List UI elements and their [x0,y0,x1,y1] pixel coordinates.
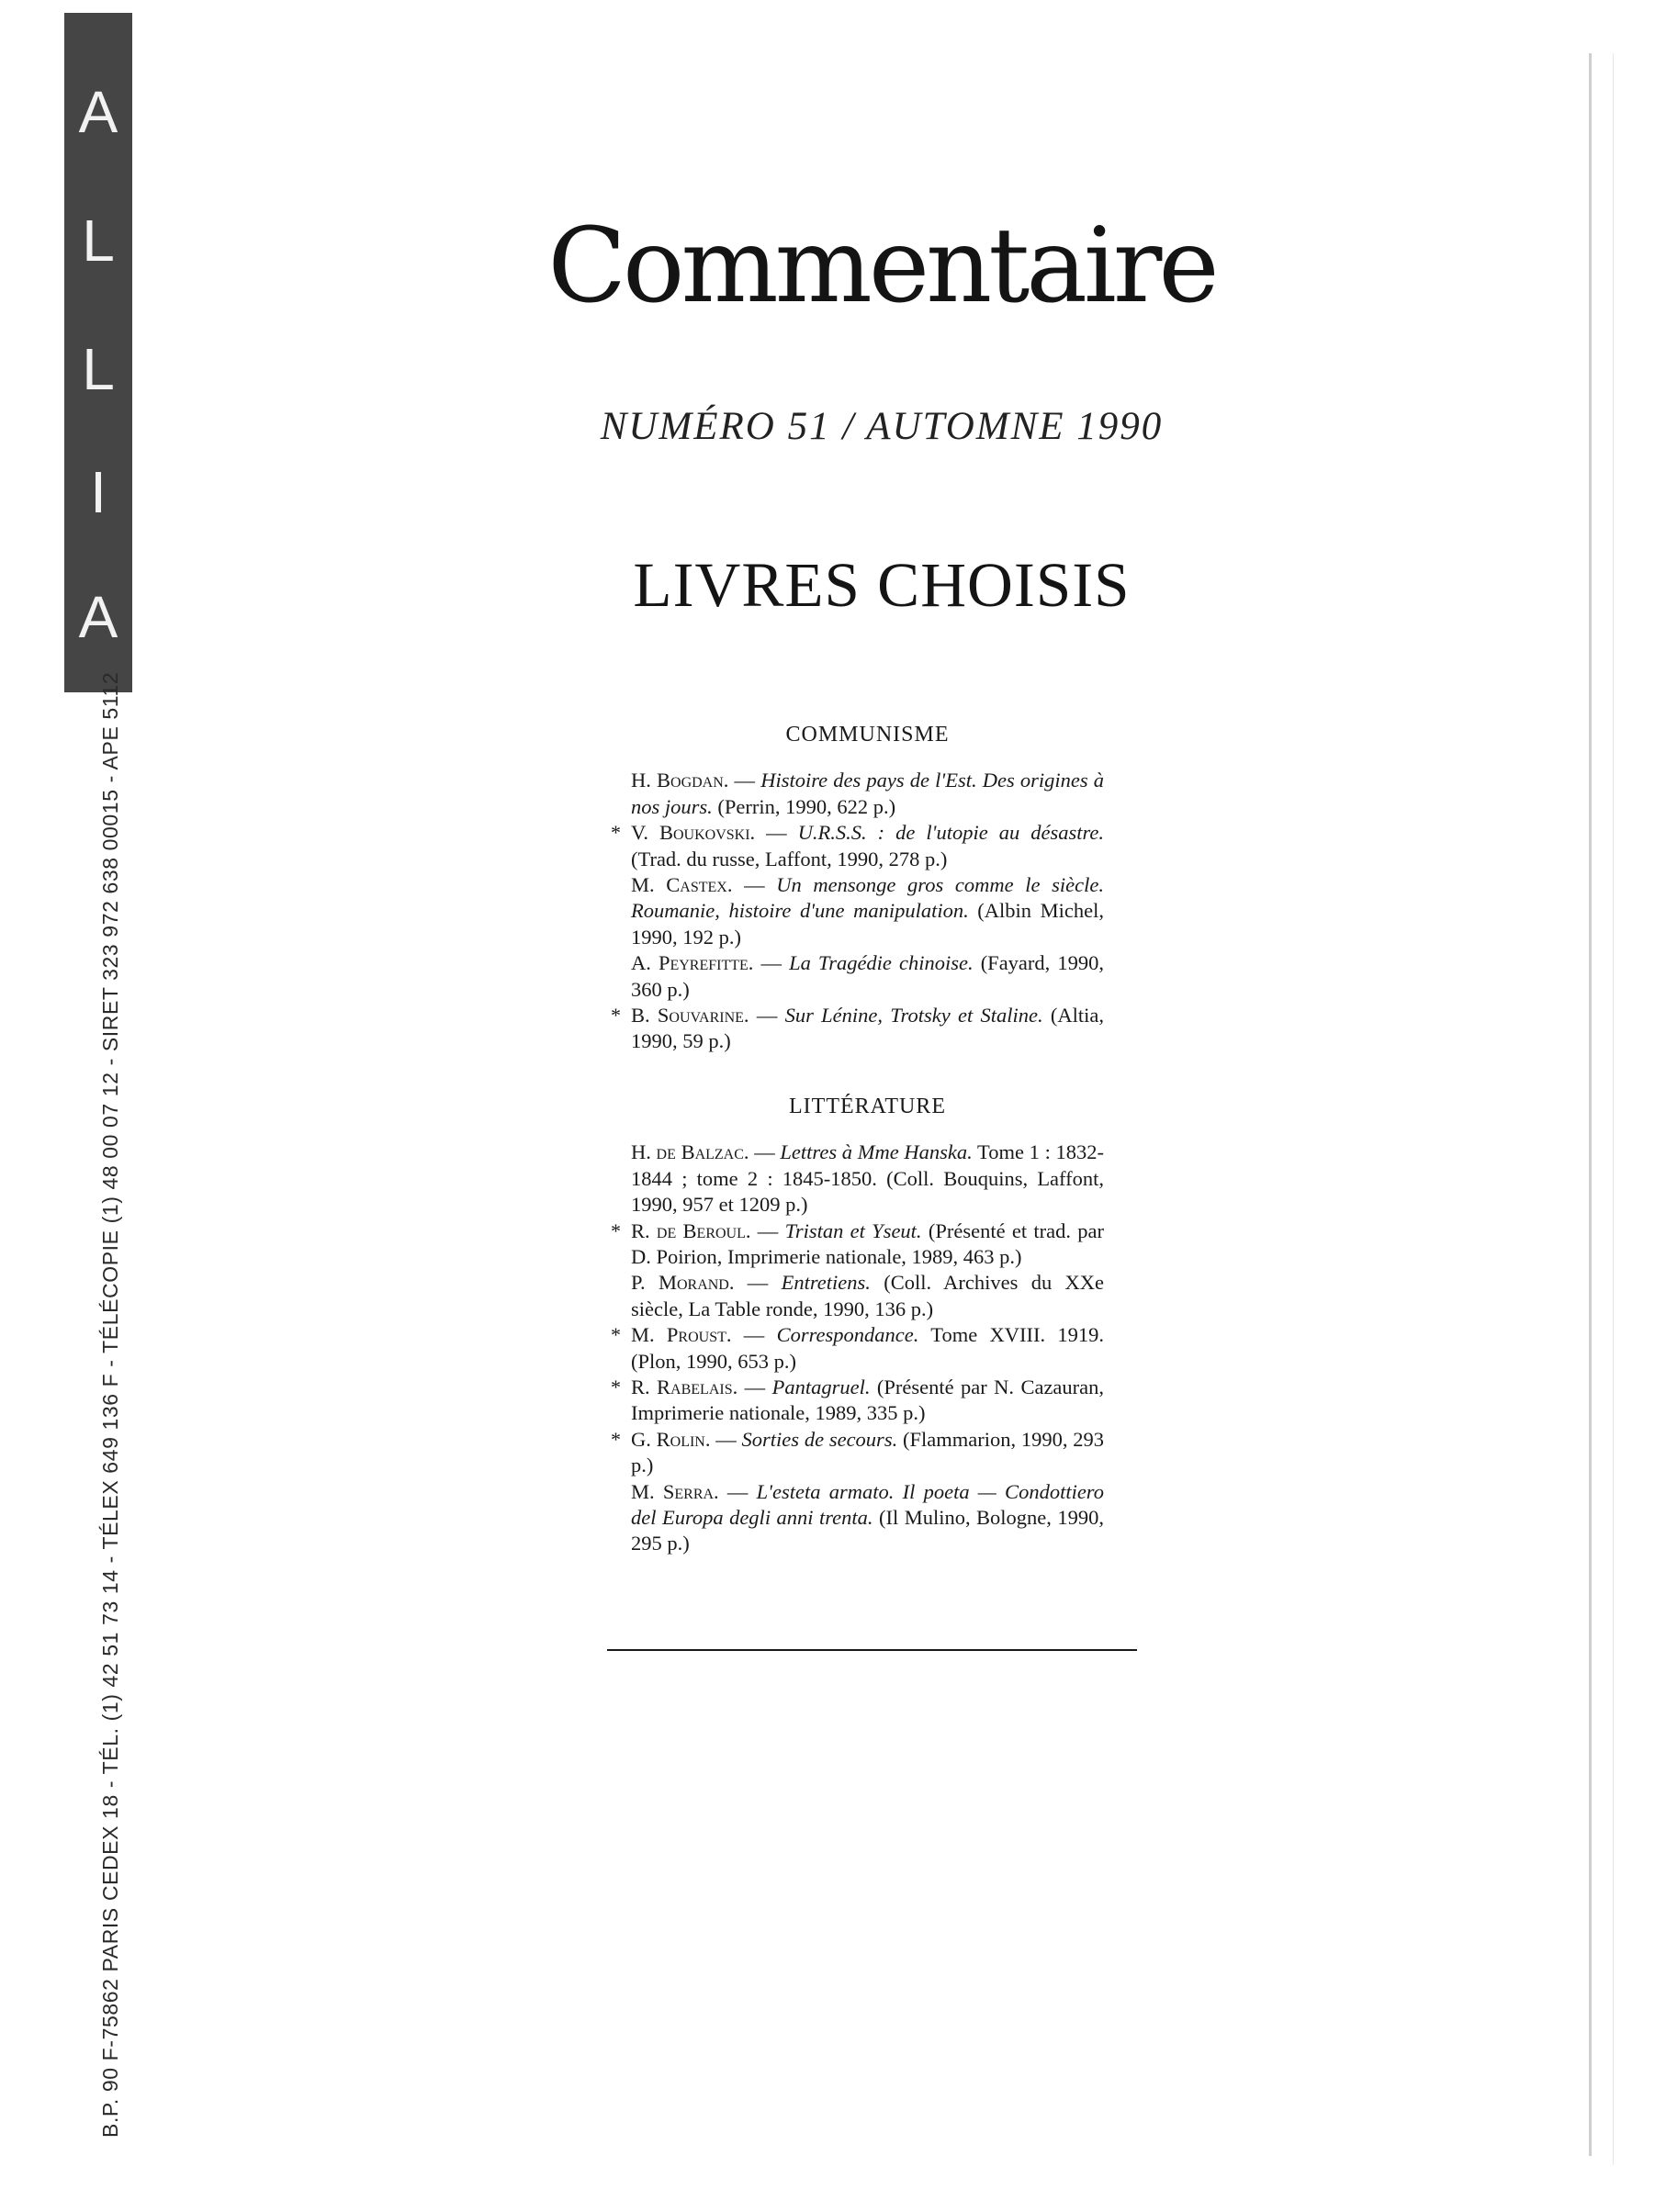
category-entries [611,768,1105,1054]
book-details: (Albin Michel, 1990, 192 p.) [631,899,1104,949]
book-details: (Fayard, 1990, 360 p.) [631,951,1104,1001]
recommended-star: * [611,1218,621,1242]
entry-dash: — [753,951,790,975]
entry-dash: — [718,1479,757,1503]
entry-dash: — [710,1427,742,1451]
entry-dash: — [755,821,798,845]
book-details: (Présenté et trad. par D. Poirion, Imprimerie nationale, 1989, 463 p.) [631,1218,1104,1268]
entry-dash: — [732,873,777,897]
book-entry [631,950,1104,1003]
book-details: Tome XVIII. 1919. (Plon, 1990, 653 p.) [631,1323,1104,1373]
book-author: H. de Balzac. [631,1140,749,1164]
entry-dash: — [737,1375,772,1398]
category-heading: COMMUNISME [785,723,950,747]
band-letter: I [90,459,107,525]
entry-dash: — [750,1218,785,1242]
book-details: (Perrin, 1990, 622 p.) [712,794,896,818]
book-title: Correspondance. [776,1323,919,1347]
book-details: (Présenté par N. Cazauran, Imprimerie nationale, 1989, 335 p.) [631,1375,1105,1425]
book-author: M. Serra. [631,1479,719,1503]
category-entries [611,1140,1105,1557]
book-author: G. Rolin. [631,1427,711,1451]
section-title: LIVRES CHOISIS [633,550,1131,620]
book-details: Tome 1 : 1832-1844 ; tome 2 : 1845-1850. (Coll. Bouquins, Laffont, 1990, 957 et 1209 p.) [631,1140,1104,1217]
closing-rule [607,1649,1137,1651]
entry-dash: — [728,769,761,792]
book-author: P. Morand. [631,1271,735,1295]
band-letter: L [82,336,115,402]
book-title: Tristan et Yseut. [784,1218,922,1242]
book-details: (Flammarion, 1990, 293 p.) [631,1427,1105,1477]
book-author: R. Rabelais. [631,1375,738,1398]
recommended-star: * [611,1427,621,1451]
book-title: Sur Lénine, Trotsky et Staline. [784,1004,1043,1027]
recommended-star: * [611,1004,621,1027]
book-entry [611,1003,1105,1055]
book-entry [611,1375,1105,1427]
band-letter: A [78,584,118,650]
recommended-star: * [611,1375,621,1398]
book-title: U.R.S.S. : de l'utopie au désastre. [797,821,1105,845]
book-entry [611,1427,1105,1479]
book-details: (Il Mulino, Bologne, 1990, 295 p.) [631,1505,1104,1555]
publisher-band [64,13,132,692]
band-letter: L [82,208,115,274]
book-entry [611,820,1105,872]
book-author: H. Bogdan. [631,769,729,792]
entry-dash: — [734,1271,782,1295]
book-details: (Trad. du russe, Laffont, 1990, 278 p.) [631,847,948,870]
book-entry [631,768,1104,820]
book-title: Lettres à Mme Hanska. [780,1140,973,1164]
entry-dash: — [749,1140,781,1164]
page-edge-shadow [1589,53,1592,2156]
publisher-address: B.P. 90 F-75862 PARIS CEDEX 18 - TÉL. (1) 42 51 73 14 - TÉLEX 649 136 F - TÉLÉCOPIE (1) 48 00 07 12 - SIRET 323 972 638 00015 - APE 5112 [98,671,122,2138]
recommended-star: * [611,821,621,845]
book-author: M. Castex. [631,873,733,897]
book-entry [631,872,1104,950]
book-title: Entretiens. [781,1271,871,1295]
book-author: R. de Beroul. [631,1218,751,1242]
book-title: Histoire des pays de l'Est. Des origines à nos jours. [631,769,1104,818]
issue-line: NUMÉRO 51 / AUTOMNE 1990 [600,405,1164,448]
band-letter: A [78,79,118,145]
page-edge-line [1613,53,1614,2165]
book-entry [631,1479,1104,1557]
book-title: Un mensonge gros comme le siècle. Roumanie, histoire d'une manipulation. [631,873,1104,923]
book-details: (Coll. Archives du XXe siècle, La Table ronde, 1990, 136 p.) [631,1271,1105,1320]
book-title: La Tragédie chinoise. [789,951,974,975]
book-entry [631,1140,1104,1218]
book-title: L'esteta armato. Il poeta — Condottiero del Europa degli anni trenta. [631,1479,1104,1529]
book-author: V. Boukovski. [631,821,756,845]
book-author: B. Souvarine. [631,1004,749,1027]
book-title: Sorties de secours. [741,1427,898,1451]
book-entry [631,1270,1104,1322]
recommended-star: * [611,1323,621,1347]
entry-dash: — [749,1004,785,1027]
entry-dash: — [731,1323,777,1347]
book-title: Pantagruel. [771,1375,871,1398]
category-heading: LITTÉRATURE [789,1094,946,1118]
book-entry [611,1218,1104,1271]
bibliography-column [611,722,1105,1557]
masthead: Commentaire [547,207,1216,326]
book-author: M. Proust. [631,1323,732,1347]
book-author: A. Peyrefitte. [631,951,754,975]
book-entry [611,1322,1104,1375]
book-details: (Altia, 1990, 59 p.) [631,1004,1105,1053]
